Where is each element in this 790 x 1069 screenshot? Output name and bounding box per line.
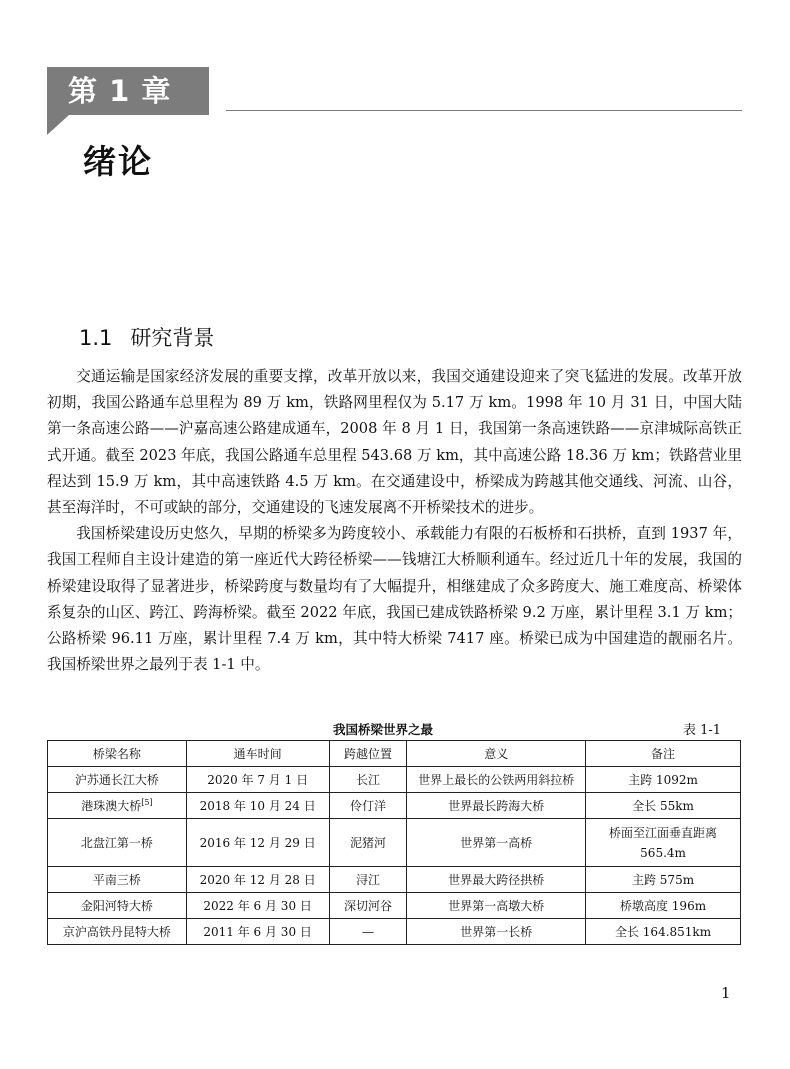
table-row <box>48 793 741 819</box>
header-cell: 意义 <box>407 741 586 767</box>
table-row <box>48 867 741 893</box>
significance-cell: 世界最长跨海大桥 <box>407 793 586 819</box>
table-row <box>48 919 741 945</box>
location-cell: — <box>329 919 407 945</box>
bridge-name: 京沪高铁丹昆特大桥 <box>62 924 171 939</box>
bridge-name: 平南三桥 <box>92 872 141 887</box>
location-cell: 伶仃洋 <box>329 793 407 819</box>
bridge-name-cell <box>48 893 187 919</box>
header-cell: 通车时间 <box>186 741 329 767</box>
bridge-name: 沪苏通长江大桥 <box>74 772 159 787</box>
chapter-badge-tail <box>47 115 69 135</box>
table-number: 表 1-1 <box>683 723 722 738</box>
section-title: 研究背景 <box>130 326 215 350</box>
bridge-name: 金阳河特大桥 <box>80 898 153 913</box>
location-cell: 长江 <box>329 767 407 793</box>
table-row <box>48 893 741 919</box>
date-cell: 2022 年 6 月 30 日 <box>186 893 329 919</box>
header-cell: 备注 <box>586 741 741 767</box>
significance-cell: 世界第一长桥 <box>407 919 586 945</box>
note-cell: 桥面至江面垂直距离 565.4m <box>586 819 741 867</box>
date-cell: 2018 年 10 月 24 日 <box>186 793 329 819</box>
section-heading <box>79 322 214 352</box>
table-caption: 我国桥梁世界之最 <box>333 722 434 737</box>
table-row <box>48 767 741 793</box>
note-cell: 全长 55km <box>586 793 741 819</box>
location-cell: 泥猪河 <box>329 819 407 867</box>
bridges-table <box>47 740 741 945</box>
date-cell: 2020 年 12 月 28 日 <box>186 867 329 893</box>
bridge-name-cell <box>48 919 187 945</box>
bridge-name: 北盘江第一桥 <box>80 835 153 850</box>
bridge-name-cell <box>48 867 187 893</box>
significance-cell: 世界第一高桥 <box>407 819 586 867</box>
date-cell: 2011 年 6 月 30 日 <box>186 919 329 945</box>
date-cell: 2016 年 12 月 29 日 <box>186 819 329 867</box>
note-cell: 桥墩高度 196m <box>586 893 741 919</box>
note-cell: 全长 164.851km <box>586 919 741 945</box>
significance-cell: 世界最大跨径拱桥 <box>407 867 586 893</box>
header-cell: 桥梁名称 <box>48 741 187 767</box>
significance-cell: 世界上最长的公铁两用斜拉桥 <box>407 767 586 793</box>
citation-ref: [5] <box>141 797 153 807</box>
body-text <box>47 364 742 678</box>
paragraph: 我国桥梁建设历史悠久，早期的桥梁多为跨度较小、承载能力有限的石板桥和石拱桥，直到 1937 年，我国工程师自主设计建造的第一座近代大跨径桥梁——钱塘江大桥顺利通车。经过近几十年的发展，我国的桥梁建设取得了显著进步，桥梁跨度与数量均有了大幅提升，相继建成了众多跨度大、施工难度高、桥梁体系复杂的山区、跨江、跨海桥梁。截至 2022 年底，我国已建成铁路桥梁 9.2 万座，累计里程 3.1 万 km；公路桥梁 96.11 万座，累计里程 7.4 万 km，其中特大桥梁 7417 座。桥梁已成为中国建造的靓丽名片。我国桥梁世界之最列于表 1-1 中。 <box>47 525 742 674</box>
paragraph: 交通运输是国家经济发展的重要支撑，改革开放以来，我国交通建设迎来了突飞猛进的发展。改革开放初期，我国公路通车总里程为 89 万 km，铁路网里程仅为 5.17 万 km。1998 年 10 月 31 日，中国大陆第一条高速公路——沪嘉高速公路建成通车，2008 年 8 月 1 日，我国第一条高速铁路——京津城际高铁正式开通。截至 2023 年底，我国公路通车总里程 543.68 万 km，其中高速公路 18.36 万 km；铁路营业里程达到 15.9 万 km，其中高速铁路 4.5 万 km。在交通建设中，桥梁成为跨越其他交通线、河流、山谷，甚至海洋时，不可或缺的部分，交通建设的飞速发展离不开桥梁技术的进步。 <box>47 368 742 517</box>
location-cell: 深切河谷 <box>329 893 407 919</box>
header-cell: 跨越位置 <box>329 741 407 767</box>
bridge-name: 港珠澳大桥 <box>81 798 142 813</box>
page-number: 1 <box>721 984 731 1002</box>
table-row <box>48 819 741 867</box>
chapter-label: 第 1 章 <box>47 67 209 115</box>
note-cell: 主跨 575m <box>586 867 741 893</box>
bridge-name-cell <box>48 767 187 793</box>
note-cell: 主跨 1092m <box>586 767 741 793</box>
table-header-row <box>48 741 741 767</box>
bridge-name-cell <box>48 819 187 867</box>
location-cell: 浔江 <box>329 867 407 893</box>
section-number: 1.1 <box>79 326 113 350</box>
date-cell: 2020 年 7 月 1 日 <box>186 767 329 793</box>
significance-cell: 世界第一高墩大桥 <box>407 893 586 919</box>
chapter-rule <box>226 110 742 111</box>
chapter-title: 绪论 <box>83 142 153 181</box>
bridge-name-cell <box>48 793 187 819</box>
